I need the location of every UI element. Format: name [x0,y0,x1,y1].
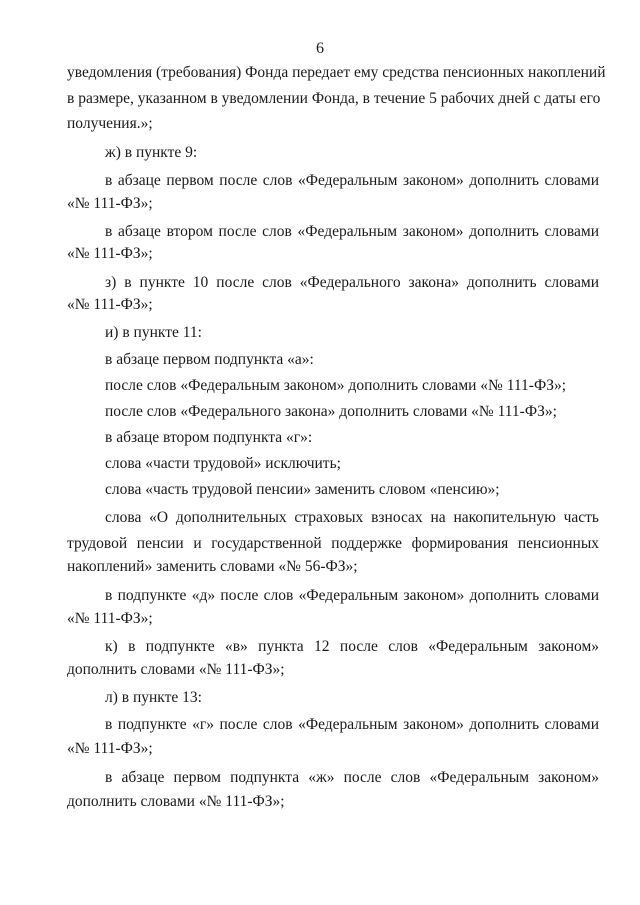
text-line: «№ 111-ФЗ»; [67,740,153,757]
text-line: дополнить словами «№ 111-ФЗ»; [67,793,285,810]
text-line: в абзаце первом после слов «Федеральным законом» дополнить словами [105,172,599,189]
text-line: в абзаце втором подпункта «г»: [105,429,313,446]
text-line: «№ 111-ФЗ»; [67,245,153,262]
text-line: «№ 111-ФЗ»; [67,195,153,212]
text-line: к) в подпункте «в» пункта 12 после слов «Федеральным законом» [105,638,599,655]
text-line: в подпункте «д» после слов «Федеральным законом» дополнить словами [105,587,599,604]
text-line: ж) в пункте 9: [105,144,198,161]
text-line: л) в пункте 13: [105,689,202,706]
text-line: в размере, указанном в уведомлении Фонда, в течение 5 рабочих дней с даты его [67,90,601,107]
text-line: после слов «Федерального закона» дополнить словами «№ 111-ФЗ»; [105,403,557,420]
text-line: слова «часть трудовой пенсии» заменить словом «пенсию»; [105,481,500,498]
text-line: в абзаце первом подпункта «а»: [105,351,314,368]
text-line: уведомления (требования) Фонда передает ему средства пенсионных накоплений [67,64,606,81]
text-line: после слов «Федеральным законом» дополнить словами «№ 111-ФЗ»; [105,377,567,394]
text-line: «№ 111-ФЗ»; [67,296,153,313]
text-line: слова «части трудовой» исключить; [105,455,341,472]
page-number: 6 [316,40,324,57]
text-line: и) в пункте 11: [105,324,202,341]
text-line: накоплений» заменить словами «№ 56-ФЗ»; [67,558,358,575]
text-line: получения.»; [67,115,153,132]
text-line: слова «О дополнительных страховых взносах на накопительную часть [105,509,599,526]
text-line: з) в пункте 10 после слов «Федерального закона» дополнить словами [105,274,599,291]
text-line: в подпункте «г» после слов «Федеральным законом» дополнить словами [105,716,599,733]
text-line: трудовой пенсии и государственной поддержке формирования пенсионных [67,535,599,552]
text-line: «№ 111-ФЗ»; [67,610,153,627]
text-line: в абзаце втором после слов «Федеральным законом» дополнить словами [105,223,599,240]
text-line: дополнить словами «№ 111-ФЗ»; [67,661,285,678]
text-line: в абзаце первом подпункта «ж» после слов «Федеральным законом» [105,769,599,786]
